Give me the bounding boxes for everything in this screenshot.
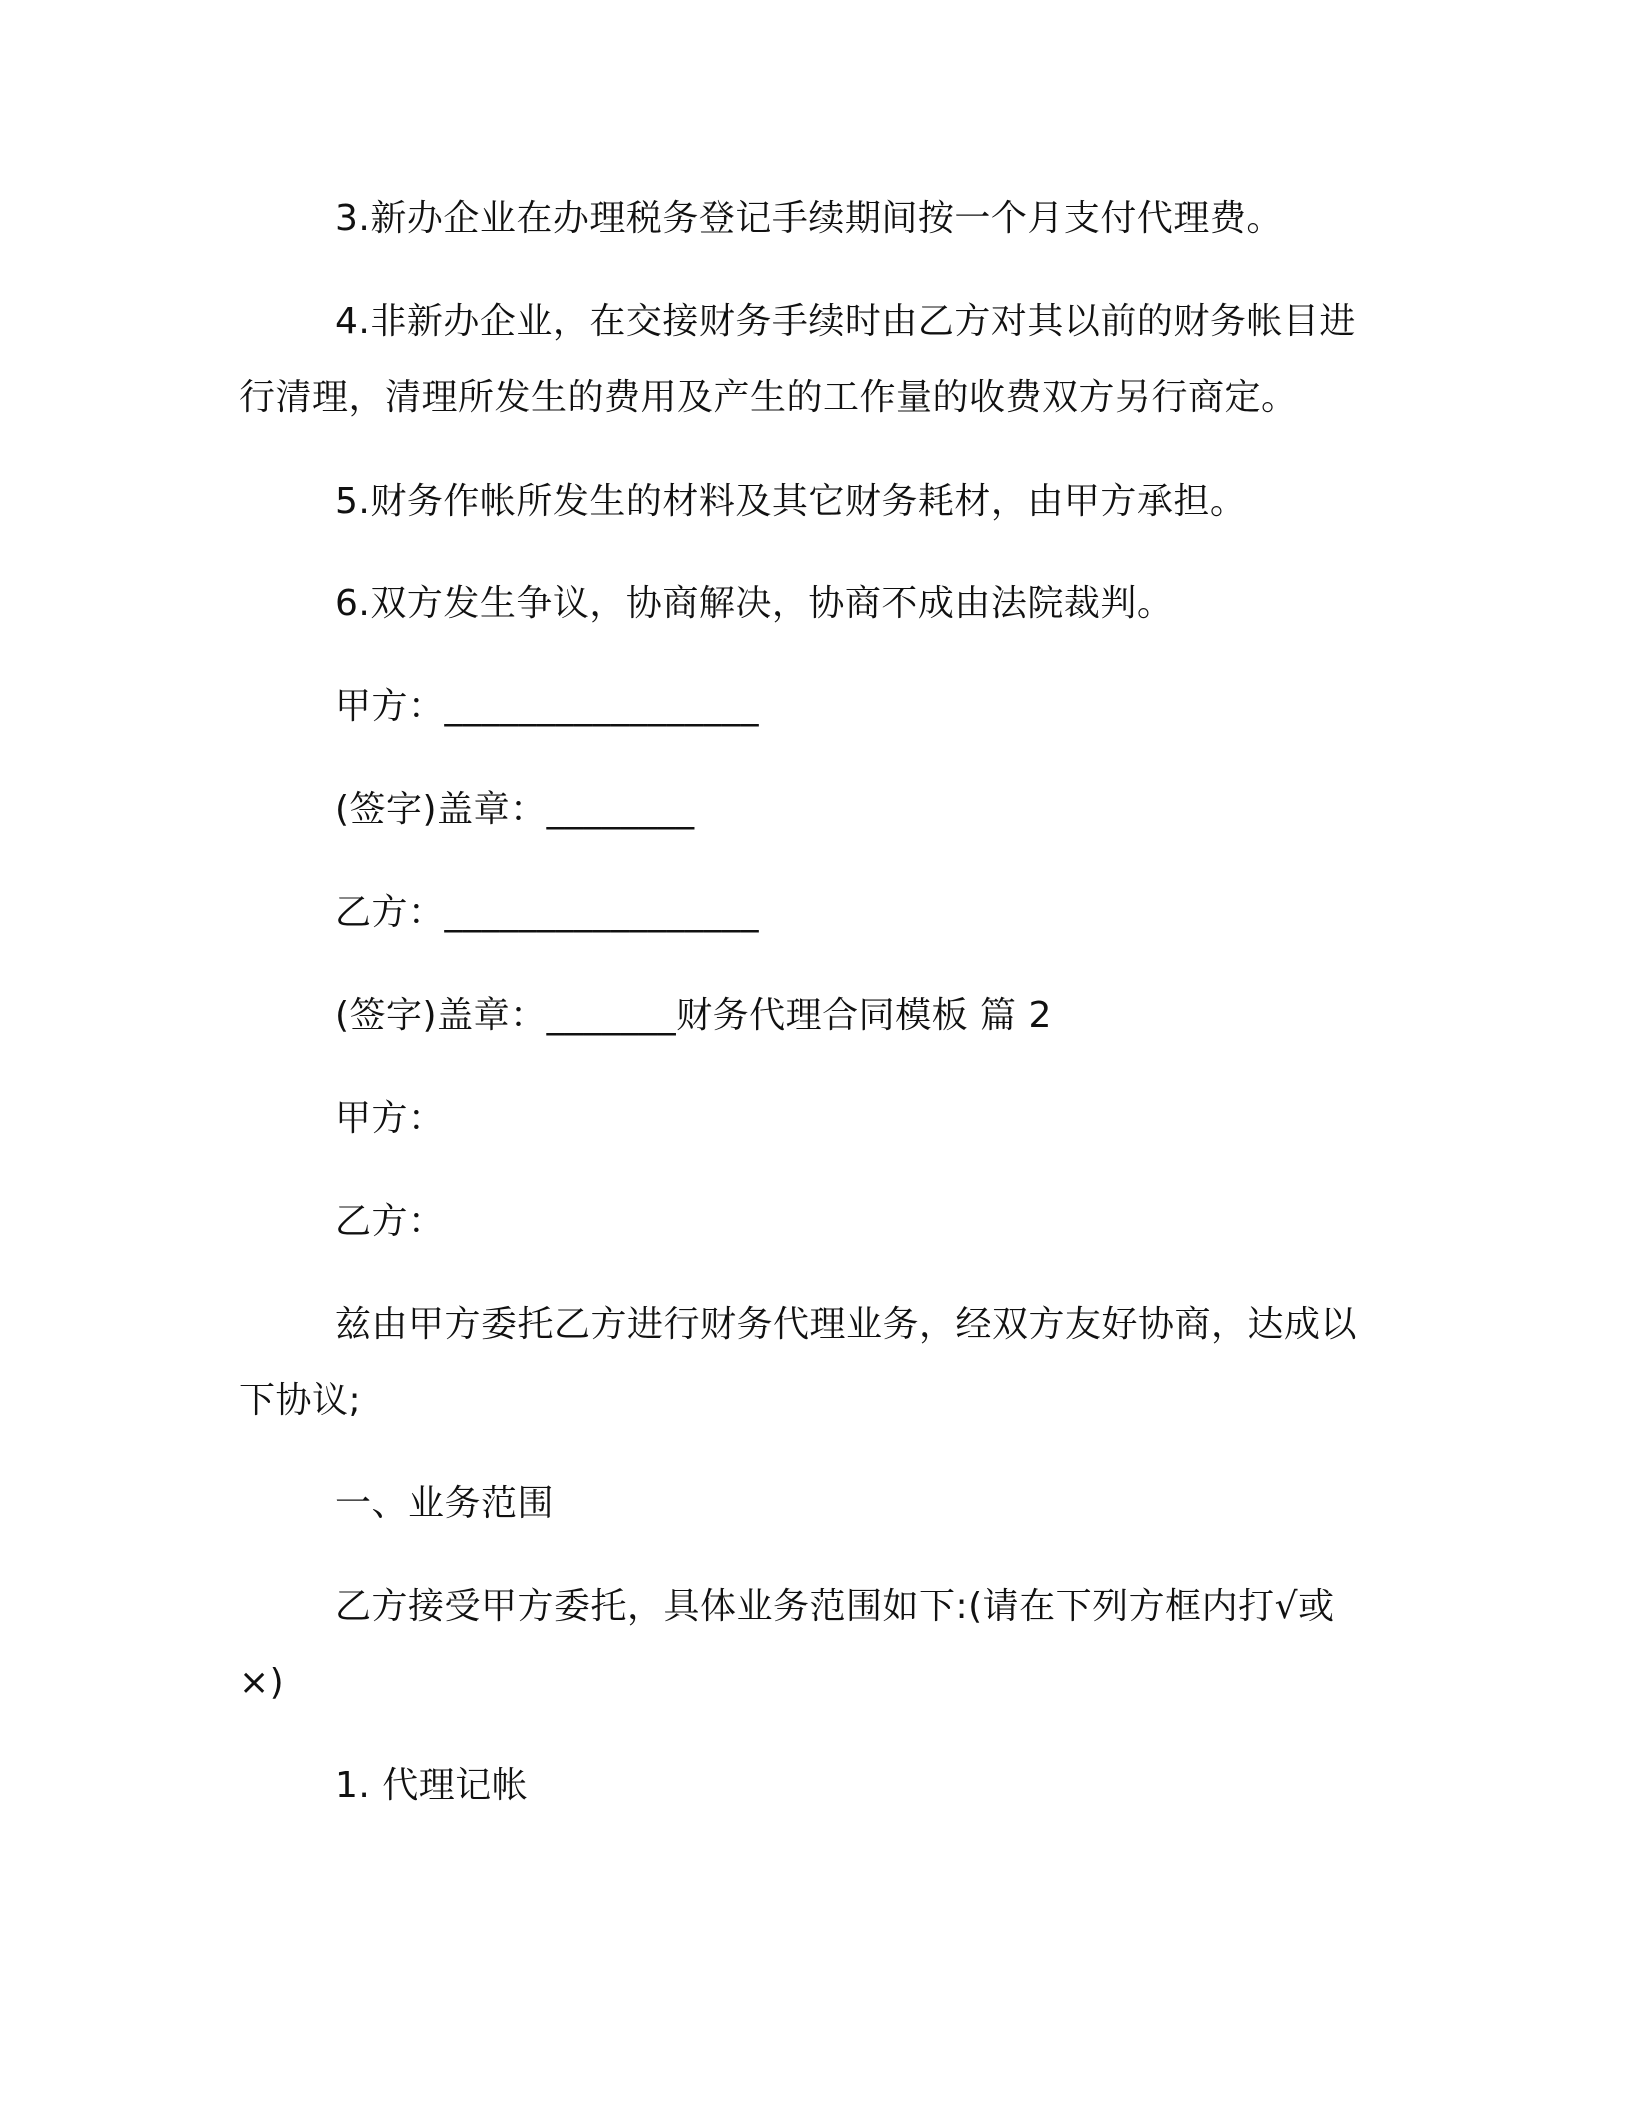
clause-3: 3.新办企业在办理税务登记手续期间按一个月支付代理费。	[335, 198, 1283, 239]
clause-5: 5.财务作帐所发生的材料及其它财务耗材，由甲方承担。	[335, 481, 1247, 522]
clause-4: 4.非新办企业，在交接财务手续时由乙方对其以前的财务帐目进行清理，清理所发生的费用及产生的工作量的收费双方另行商定。	[239, 301, 1356, 418]
business-scope-description: 乙方接受甲方委托，具体业务范围如下:(请在下列方框内打√或×)	[239, 1586, 1335, 1703]
party-b-signature-line: 乙方：_________________	[335, 892, 760, 933]
clause-6: 6.双方发生争议，协商解决，协商不成由法院裁判。	[335, 583, 1174, 624]
agreement-intro: 兹由甲方委托乙方进行财务代理业务，经双方友好协商，达成以下协议;	[239, 1304, 1358, 1421]
party-a-label: 甲方：	[335, 1098, 445, 1139]
party-b-label: 乙方：	[335, 1201, 445, 1242]
section-heading-business-scope: 一、业务范围	[335, 1483, 555, 1524]
party-a-seal-line: (签字)盖章：________	[335, 789, 695, 830]
party-b-seal-line: (签字)盖章：_______财务代理合同模板 篇 2	[335, 995, 1052, 1036]
item-bookkeeping: 1. 代理记帐	[335, 1765, 529, 1806]
party-a-signature-line: 甲方：_________________	[335, 686, 760, 727]
